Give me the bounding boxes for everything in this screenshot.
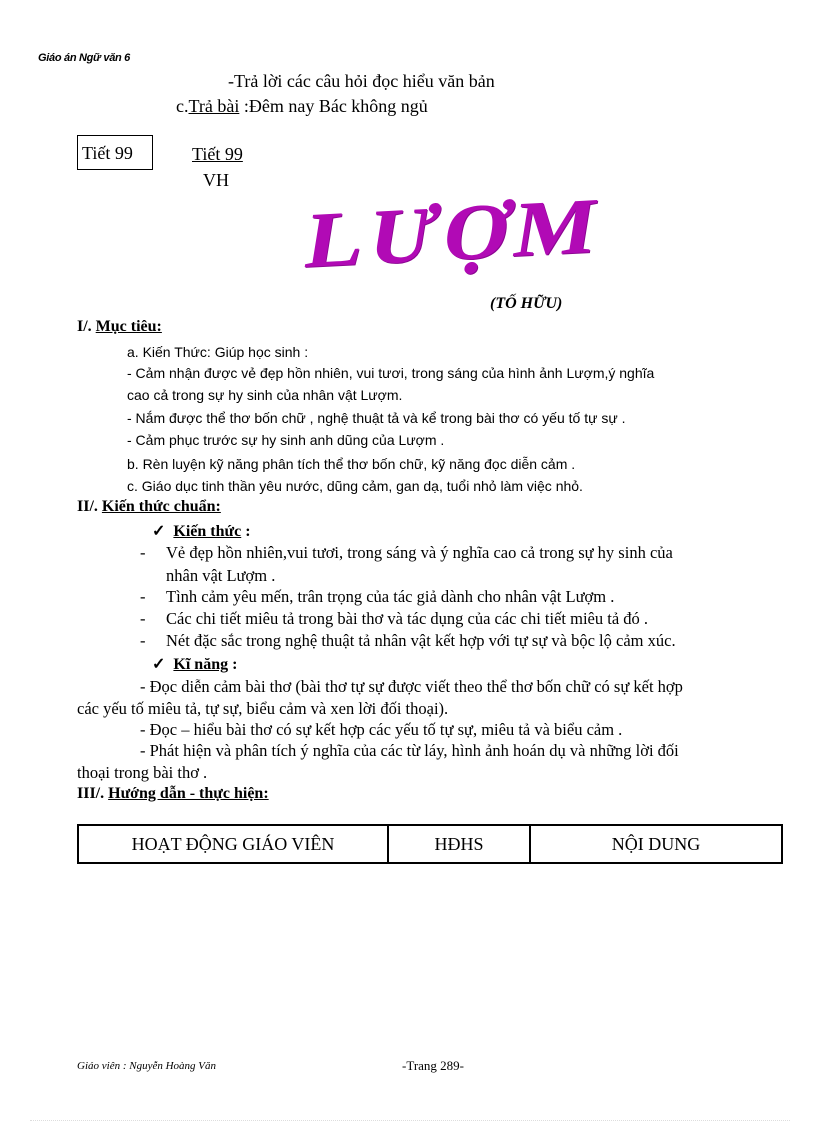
skills-colon: : [228,656,238,673]
table-header-row [78,825,782,863]
author: (TỐ HỮU) [490,295,563,312]
knowledge-item-1-cont: nhân vật Lượm . [166,566,276,585]
objective-b: b. Rèn luyện kỹ năng phân tích thể thơ bốn chữ, kỹ năng đọc diễn cảm . [127,456,576,472]
column-student-activity: HĐHS [388,825,530,863]
section-3-heading [77,785,269,803]
skill-item-3: - Phát hiện và phân tích ý nghĩa của các từ láy, hình ảnh hoán dụ và những lời đối [140,741,679,760]
skills-label: Kĩ năng [173,656,229,673]
section-2-title: Kiến thức chuẩn: [101,498,221,515]
objective-a3: - Cảm phục trước sự hy sinh anh dũng của Lượm . [127,432,445,448]
objective-c: c. Giáo dục tinh thần yêu nước, dũng cảm, gan dạ, tuổi nhỏ làm việc nhỏ. [127,478,583,494]
objective-a1: - Cảm nhận được vẻ đẹp hồn nhiên, vui tươi, trong sáng của hình ảnh Lượm,ý nghĩa [127,365,655,381]
intro-line-2 [176,96,428,117]
header-course: Giáo án Ngữ văn 6 [38,52,130,64]
section-3-title: Hướng dẫn - thực hiện: [108,785,269,802]
section-3-number: III/. [77,785,109,802]
skill-item-1: - Đọc diễn cảm bài thơ (bài thơ tự sự được viết theo thể thơ bốn chữ có sự kết hợp [140,677,683,696]
objective-a: a. Kiến Thức: Giúp học sinh : [127,344,309,360]
bullet-dash: - [140,631,146,650]
knowledge-label: Kiến thức [173,523,242,540]
skill-item-2: - Đọc – hiểu bài thơ có sự kết hợp các yếu tố tự sự, miêu tả và biểu cảm . [140,720,623,739]
column-teacher-activity: HOẠT ĐỘNG GIÁO VIÊN [78,825,388,863]
knowledge-item-4: Nét đặc sắc trong nghệ thuật tả nhân vật kết hợp với tự sự và bộc lộ cảm xúc. [166,631,676,650]
objective-a2: - Nắm được thể thơ bốn chữ , nghệ thuật tả và kể trong bài thơ có yếu tố tự sự . [127,410,626,426]
page-divider [30,1120,790,1121]
knowledge-item-2: Tình cảm yêu mến, trân trọng của tác giả dành cho nhân vật Lượm . [166,587,615,606]
lesson-box: Tiết 99 [77,135,153,170]
skills-heading [152,654,237,674]
skill-item-1-cont: các yếu tố miêu tả, tự sự, biểu cảm và xen lời đối thoại). [77,699,449,718]
lesson-type: VH [203,170,229,190]
intro-tra-bai: Trả bài [188,96,240,116]
intro-rest: :Đêm nay Bác không ngủ [239,96,428,116]
footer-teacher: Giáo viên : Nguyễn Hoàng Văn [77,1060,216,1072]
knowledge-item-3: Các chi tiết miêu tả trong bài thơ và tác dụng của các chi tiết miêu tả đó . [166,609,649,628]
lesson-label: Tiết 99 [192,144,243,164]
column-content: NỘI DUNG [530,825,782,863]
section-1-title: Mục tiêu: [95,318,162,335]
bullet-dash: - [140,543,146,562]
skill-item-3-cont: thoại trong bài thơ . [77,763,208,782]
intro-line-1: -Trả lời các câu hỏi đọc hiểu văn bản [228,71,495,91]
knowledge-item-1: Vẻ đẹp hồn nhiên,vui tươi, trong sáng và ý nghĩa cao cả trong sự hy sinh của [166,543,673,562]
bullet-dash: - [140,609,146,628]
section-2-heading [77,498,221,516]
knowledge-heading [152,521,251,541]
section-1-heading [77,318,162,336]
section-2-number: II/. [77,498,102,515]
intro-prefix: c. [176,96,189,116]
page-number: -Trang 289- [402,1058,464,1073]
checkmark-icon: ✓ [152,523,166,540]
bullet-dash: - [140,587,146,606]
knowledge-colon: : [241,523,251,540]
activity-table [77,824,783,864]
checkmark-icon: ✓ [152,656,166,673]
objective-a1-cont: cao cả trong sự hy sinh của nhân vật Lượm. [127,387,403,403]
section-1-number: I/. [77,318,96,335]
lesson-title-art: LƯỢM [300,181,609,286]
